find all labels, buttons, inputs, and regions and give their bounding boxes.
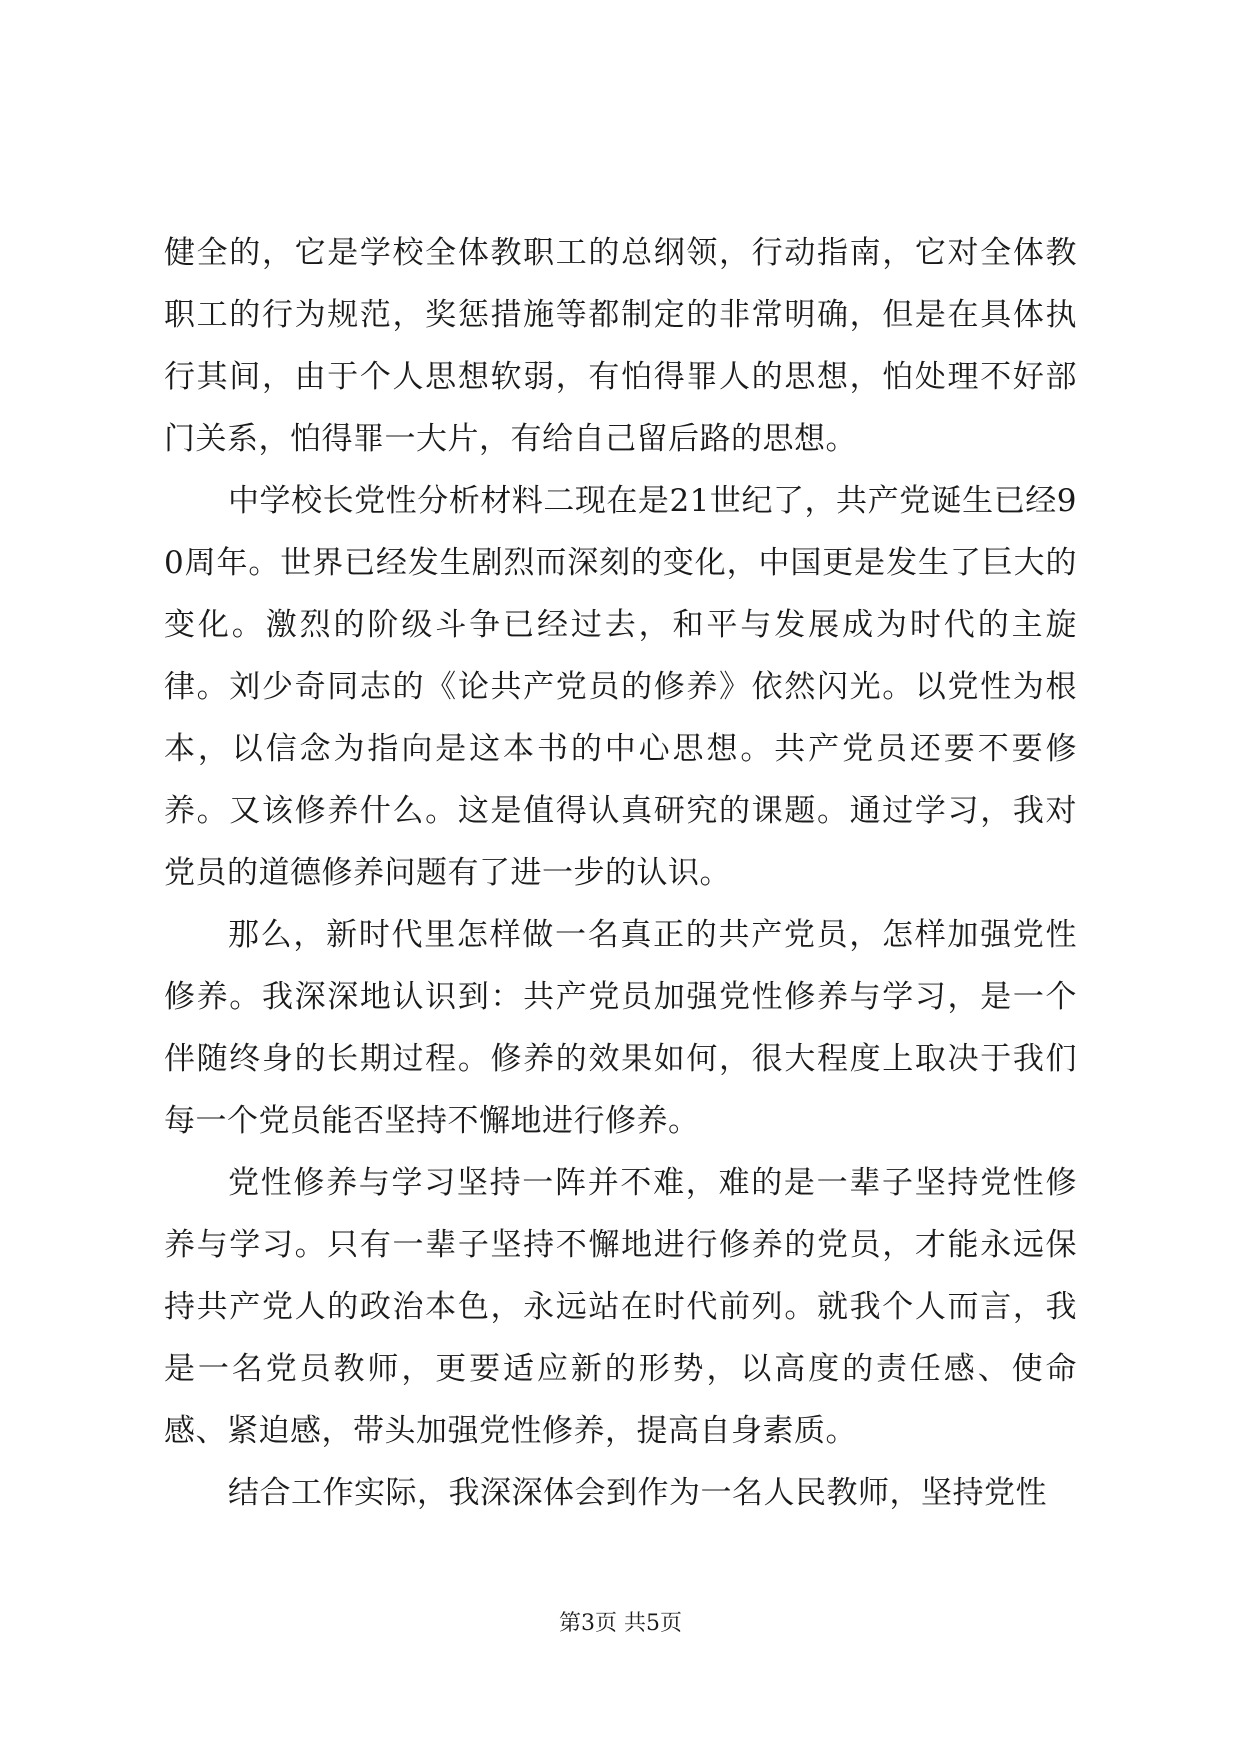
- document-body: [164, 222, 1077, 1524]
- paragraph-1: 健全的，它是学校全体教职工的总纲领，行动指南，它对全体教职工的行为规范，奖惩措施等都制定的非常明确，但是在具体执行其间，由于个人思想软弱，有怕得罪人的思想，怕处理不好部门关系，怕得罪一大片，有给自己留后路的思想。: [164, 235, 1077, 457]
- page-number-footer: 第3页 共5页: [559, 1611, 682, 1636]
- paragraph-4: 党性修养与学习坚持一阵并不难，难的是一辈子坚持党性修养与学习。只有一辈子坚持不懈地进行修养的党员，才能永远保持共产党人的政治本色，永远站在时代前列。就我个人而言，我是一名党员教师，更要适应新的形势，以高度的责任感、使命感、紧迫感，带头加强党性修养，提高自身素质。: [164, 1165, 1077, 1449]
- paragraph-5: 结合工作实际，我深深体会到作为一名人民教师，坚持党性: [228, 1475, 1047, 1511]
- paragraph-2: 中学校长党性分析材料二现在是21世纪了，共产党诞生已经90周年。世界已经发生剧烈而深刻的变化，中国更是发生了巨大的变化。激烈的阶级斗争已经过去，和平与发展成为时代的主旋律。刘少奇同志的《论共产党员的修养》依然闪光。以党性为根本，以信念为指向是这本书的中心思想。共产党员还要不要修养。又该修养什么。这是值得认真研究的课题。通过学习，我对党员的道德修养问题有了进一步的认识。: [164, 483, 1077, 891]
- paragraph-3: 那么，新时代里怎样做一名真正的共产党员，怎样加强党性修养。我深深地认识到：共产党员加强党性修养与学习，是一个伴随终身的长期过程。修养的效果如何，很大程度上取决于我们每一个党员能否坚持不懈地进行修养。: [164, 917, 1077, 1139]
